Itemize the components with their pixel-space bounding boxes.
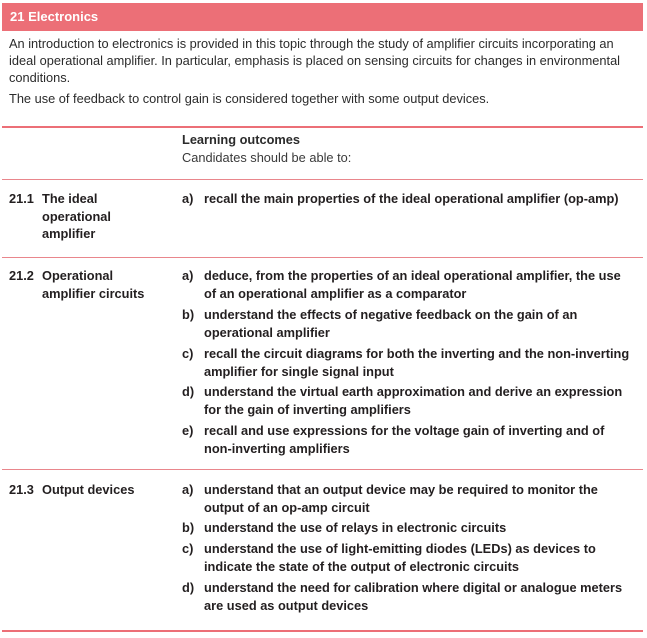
- section-title-line: amplifier: [42, 226, 96, 241]
- section-title: [42, 481, 134, 499]
- outcome-text: recall the circuit diagrams for both the inverting and the non-inverting amplifier for single signal input: [204, 346, 630, 379]
- section-title-line: Operational: [42, 268, 114, 283]
- outcome-letter: b): [182, 520, 195, 535]
- divider-rule: [2, 126, 643, 128]
- outcome-text: understand the need for calibration where digital or analogue meters are used as output devices: [204, 580, 623, 613]
- outcome-letter: c): [182, 346, 194, 361]
- topic-title: 21 Electronics: [10, 9, 99, 24]
- topic-header-bar: [2, 3, 643, 31]
- outcome-text: recall and use expressions for the voltage gain of inverting and of non-inverting amplifiers: [204, 423, 605, 456]
- outcome-letter: d): [182, 384, 195, 399]
- divider-rule: [2, 257, 643, 258]
- section-title-line: Output devices: [42, 482, 135, 497]
- intro-paragraph-1: An introduction to electronics is provided in this topic through the study of amplifier circuits incorporating an ideal operational amplifier. In particular, emphasis is placed on sensing circuits for changes in environmental conditions.: [9, 36, 621, 85]
- section-title-line: The ideal: [42, 191, 98, 206]
- section-number: 21.2: [9, 268, 34, 283]
- outcome-letter: b): [182, 307, 195, 322]
- learning-outcomes-subheading: Candidates should be able to:: [182, 150, 352, 165]
- outcome-text: understand the virtual earth approximation and derive an expression for the gain of inverting amplifiers: [204, 384, 623, 417]
- outcome-letter: d): [182, 580, 195, 595]
- outcome-text: understand the use of light-emitting diodes (LEDs) as devices to indicate the state of the output of electronic circuits: [204, 541, 596, 574]
- outcome-letter: a): [182, 482, 194, 497]
- learning-outcomes-heading: Learning outcomes: [182, 132, 301, 147]
- outcome-letter: c): [182, 541, 194, 556]
- section-number: 21.3: [9, 482, 34, 497]
- outcome-letter: a): [182, 268, 194, 283]
- outcome-text: recall the main properties of the ideal operational amplifier (op-amp): [204, 191, 619, 206]
- divider-rule: [2, 630, 643, 632]
- section-title-line: amplifier circuits: [42, 285, 145, 301]
- section-title: [42, 190, 111, 243]
- outcome-letter: a): [182, 191, 194, 206]
- divider-rule: [2, 469, 643, 470]
- outcome-text: deduce, from the properties of an ideal operational amplifier, the use of an operational amplifier as a comparator: [204, 268, 621, 301]
- outcome-text: understand the effects of negative feedback on the gain of an operational amplifier: [204, 307, 578, 340]
- section-title: [42, 267, 144, 302]
- outcome-letter: e): [182, 423, 194, 438]
- divider-rule: [2, 179, 643, 180]
- section-title-line: operational: [42, 208, 111, 224]
- outcome-text: understand that an output device may be required to monitor the output of an op-amp circuit: [204, 482, 598, 515]
- outcome-text: understand the use of relays in electronic circuits: [204, 520, 507, 535]
- section-number: 21.1: [9, 191, 34, 206]
- intro-paragraph-2: The use of feedback to control gain is considered together with some output devices.: [9, 91, 490, 106]
